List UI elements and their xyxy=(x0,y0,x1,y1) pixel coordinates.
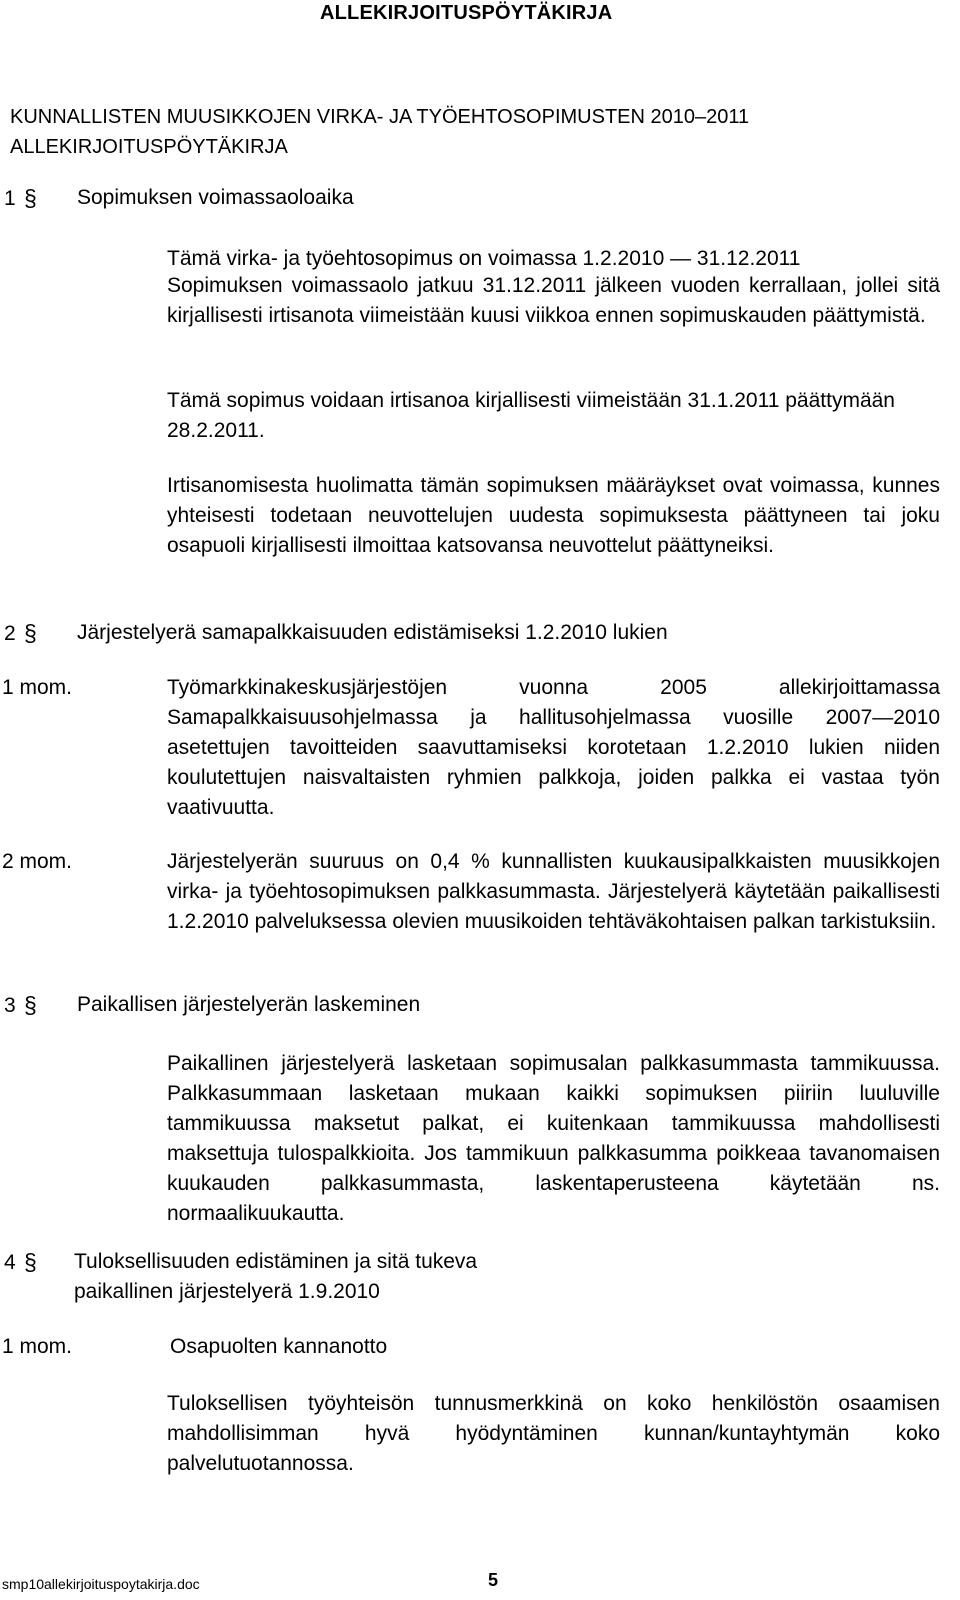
section-1-paragraph-3: Tämä sopimus voidaan irtisanoa kirjallisesti viimeistään 31.1.2011 päättymään 28.2.2011. xyxy=(167,389,895,442)
section-3-number: 3 xyxy=(4,994,16,1017)
section-sign-2: § xyxy=(24,620,37,646)
running-header: ALLEKIRJOITUSPÖYTÄKIRJA xyxy=(320,2,613,24)
section-4-mom-1-label: 1 mom. xyxy=(2,1335,73,1358)
section-2-title: Järjestelyerä samapalkkaisuuden edistämiseksi 1.2.2010 lukien xyxy=(77,621,668,644)
footer-filename: smp10allekirjoituspoytakirja.doc xyxy=(2,1576,200,1592)
section-2-mom-1-text: Työmarkkinakeskusjärjestöjen vuonna 2005 allekirjoittamassa Samapalkkaisuusohjelmassa ja hallitusohjelmassa vuosille 2007—2010 asetettujen tavoitteiden saavuttamiseksi korotetaan 1.2.2010 lukien niiden koulutettujen naisvaltaisten ryhmien palkkoja, joiden palkka ei vastaa työn vaativuutta. xyxy=(167,676,940,819)
section-3-title: Paikallisen järjestelyerän laskeminen xyxy=(77,993,421,1016)
section-2-number: 2 xyxy=(4,622,16,645)
section-sign-1: § xyxy=(24,185,37,211)
footer-page-number: 5 xyxy=(488,1570,499,1590)
section-4-mom-1-text: Tuloksellisen työyhteisön tunnusmerkkinä on koko henkilöstön osaamisen mahdollisimman hyvä hyödyntäminen kunnan/kuntayhtymän koko palvelutuotannossa. xyxy=(167,1392,940,1475)
section-1-paragraph-2: Sopimuksen voimassaolo jatkuu 31.12.2011 jälkeen vuoden kerrallaan, jollei sitä kirjallisesti irtisanota viimeistään kuusi viikkoa ennen sopimuskauden päättymistä. xyxy=(167,274,940,327)
section-sign-4: § xyxy=(24,1249,37,1275)
section-1-title: Sopimuksen voimassaoloaika xyxy=(77,186,354,209)
section-4-number: 4 xyxy=(4,1251,16,1274)
section-2-mom-1-label: 1 mom. xyxy=(2,676,73,699)
section-4-title-line-1: Tuloksellisuuden edistäminen ja sitä tukeva xyxy=(74,1250,478,1273)
section-4-mom-1-heading: Osapuolten kannanotto xyxy=(170,1335,388,1358)
section-sign-3: § xyxy=(24,992,37,1018)
section-4-title-line-2: paikallinen järjestelyerä 1.9.2010 xyxy=(74,1280,380,1303)
section-2-mom-2-label: 2 mom. xyxy=(2,850,73,873)
section-1-paragraph-4: Irtisanomisesta huolimatta tämän sopimuksen määräykset ovat voimassa, kunnes yhteisesti todetaan neuvottelujen uudesta sopimuksesta päättyneen tai joku osapuoli kirjallisesti ilmoittaa katsovansa neuvottelut päättyneiksi. xyxy=(167,474,940,557)
section-1-number: 1 xyxy=(4,187,16,210)
section-1-paragraph-1: Tämä virka- ja työehtosopimus on voimassa 1.2.2010 — 31.12.2011 xyxy=(167,247,801,270)
section-2-mom-2-text: Järjestelyerän suuruus on 0,4 % kunnallisten kuukausipalkkaisten muusikkojen virka- ja työehtosopimuksen palkkasummasta. Järjestelyerä käytetään paikallisesti 1.2.2010 palveluksessa olevien muusikoiden tehtäväkohtaisen palkan tarkistuksiin. xyxy=(167,850,940,933)
section-3-paragraph-1: Paikallinen järjestelyerä lasketaan sopimusalan palkkasummasta tammikuussa. Palkkasummaan lasketaan mukaan kaikki sopimuksen piiriin luuluville tammikuussa maksetut palkat, ei kuitenkaan tammikuussa mahdollisesti maksettuja tulospalkkioita. Jos tammikuun palkkasumma poikkeaa tavanomaisen kuukauden palkkasummasta, laskentaperusteena käytetään ns. normaalikuukautta. xyxy=(167,1052,940,1225)
document-title: KUNNALLISTEN MUUSIKKOJEN VIRKA- JA TYÖEHTOSOPIMUSTEN 2010–2011 ALLEKIRJOITUSPÖYTÄKIRJA xyxy=(10,106,750,158)
